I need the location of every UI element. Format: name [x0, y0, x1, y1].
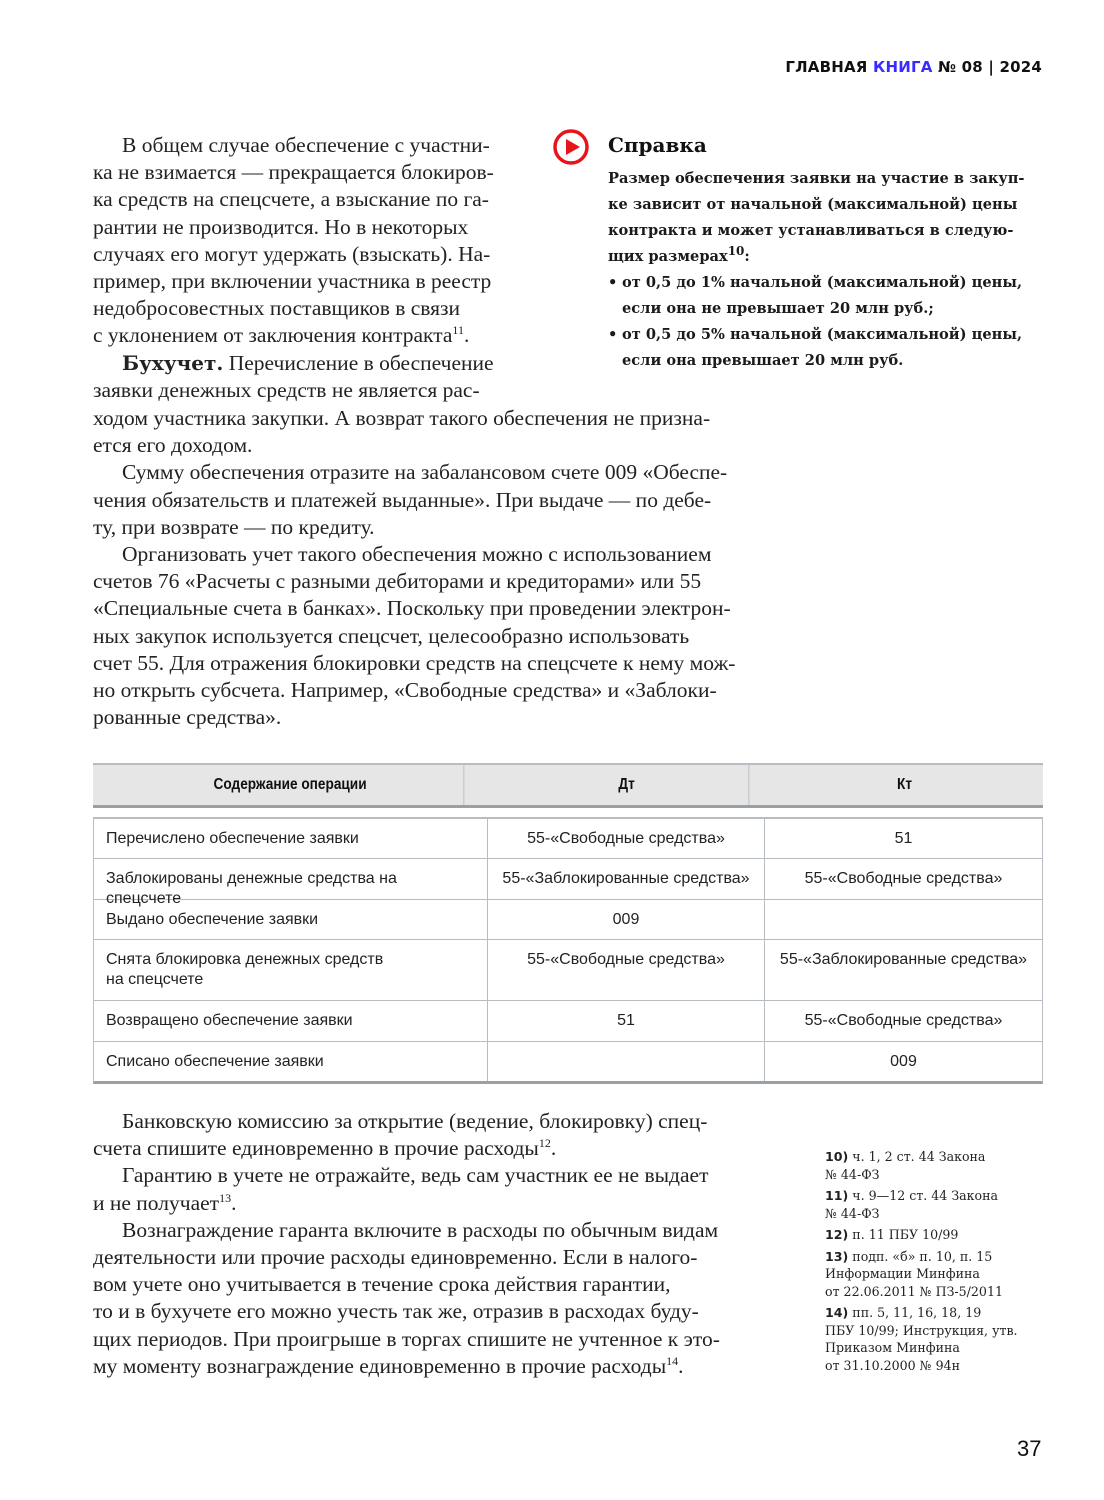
cell-credit: 55-«Свободные средства» — [804, 870, 1003, 887]
text-line: Банковскую комиссию за открытие (ведение, блокировку) спец- — [122, 1109, 708, 1133]
footnote-line: Приказом Минфина — [825, 1340, 960, 1355]
sidebar-intro-line: ке зависит от начальной (максимальной) цены — [608, 196, 1018, 213]
bullet-line: • от 0,5 до 5% начальной (максимальной) цены, — [622, 326, 1023, 343]
text-line: ется его доходом. — [93, 433, 253, 458]
text-line: но открыть субсчета. Например, «Свободные средства» и «Заблоки- — [93, 678, 717, 703]
paragraph-2-continued — [93, 405, 770, 459]
cell-credit: 55-«Свободные средства» — [804, 1012, 1003, 1029]
text-line: деятельности или прочие расходы единовременно. Если в налого- — [93, 1245, 698, 1270]
issue-number: № 08 | 2024 — [937, 58, 1042, 76]
footnote-line: от 31.10.2000 № 94н — [825, 1357, 961, 1373]
sidebar-intro-line: контракта и может устанавливаться в следую- — [608, 222, 1014, 239]
paragraph-4 — [93, 541, 770, 731]
accounting-entries-table — [93, 817, 1043, 1084]
section-label-buhuchet: Бухучет. — [122, 350, 224, 375]
table-row — [94, 940, 1042, 1001]
cell-operation: Возвращено обеспечение заявки — [94, 1001, 488, 1041]
footnote-line: подп. «б» п. 10, п. 15 — [852, 1248, 993, 1264]
footnote-number: 10) — [825, 1149, 849, 1164]
paragraph-5: Банковскую комиссию за открытие (ведение, блокировку) спец- счета спишите единовременно в прочие расходы$^{12}$. — [122, 1108, 770, 1162]
text-line: счет 55. Для отражения блокировки средств на спецсчете к нему мож- — [93, 650, 736, 675]
text-line: случаях его могут удержать (взыскать). На- — [93, 241, 491, 266]
sidebar-body — [608, 166, 1040, 374]
table-row — [94, 859, 1042, 907]
bullet-line: если она не превышает 20 млн руб.; — [622, 300, 934, 317]
text-line: счетов 76 «Расчеты с разными дебиторами и кредиторами» или 55 — [93, 569, 702, 594]
table-header-row — [93, 763, 1043, 808]
footnote-ref[interactable]: 11 — [452, 323, 464, 338]
sidebar-intro-line: Размер обеспечения заявки на участие в закуп- — [608, 170, 1025, 187]
cell-debit — [488, 1042, 765, 1081]
paragraph-3 — [93, 459, 770, 541]
text-line: В общем случае обеспечение с участни- — [122, 133, 490, 157]
table-row — [94, 819, 1042, 859]
cell-line: Снята блокировка денежных средств — [106, 951, 384, 968]
text-line: заявки денежных средств не является рас- — [93, 377, 480, 402]
cell-credit: 009 — [890, 1053, 917, 1070]
text-line: ту, при возврате — по кредиту. — [93, 514, 375, 539]
footnote-line: ч. 1, 2 ст. 44 Закона — [852, 1149, 986, 1164]
bullet-line: • от 0,5 до 1% начальной (максимальной) цены, — [622, 274, 1023, 291]
cell-debit: 55-«Свободные средства» — [488, 940, 765, 1000]
footnote-line: № 44-ФЗ — [825, 1205, 880, 1221]
cell-debit: 51 — [488, 1001, 765, 1041]
footnote-12 — [825, 1226, 1045, 1244]
footnote-line: ПБУ 10/99; Инструкция, утв. — [825, 1322, 1018, 1338]
text-line: недобросовестных поставщиков в связи — [93, 296, 461, 321]
text-line: ходом участника закупки. А возврат такого обеспечения не призна- — [93, 406, 711, 430]
cell-operation: Списано обеспечение заявки — [94, 1042, 488, 1081]
table-row — [94, 1001, 1042, 1042]
cell-debit: 55-«Свободные средства» — [488, 819, 765, 858]
page-number: 37 — [1017, 1436, 1042, 1461]
table-row — [94, 900, 1042, 940]
punctuation: : — [744, 248, 750, 265]
cell-operation: Выдано обеспечение заявки — [94, 900, 488, 939]
footnote-ref[interactable]: 14 — [666, 1353, 679, 1368]
footnote-line: от 22.06.2011 № ПЗ-5/2011 — [825, 1283, 1003, 1299]
table-header-credit: Кт — [896, 776, 913, 793]
footnote-number: 14) — [825, 1305, 849, 1320]
sidebar-bullet-list — [608, 270, 1040, 374]
table-header-debit: Дт — [505, 765, 750, 805]
text-line: ка не взимается — прекращается блокиров- — [93, 160, 494, 185]
cell-operation — [94, 940, 488, 1000]
cell-credit — [765, 900, 1042, 939]
footnote-line: Информации Минфина — [825, 1266, 980, 1281]
magazine-header — [785, 58, 1042, 76]
footnote-ref[interactable]: 12 — [538, 1136, 551, 1151]
left-column — [93, 132, 515, 404]
text-line: Перечисление в обеспечение — [223, 350, 494, 375]
text-line: Вознаграждение гаранта включите в расходы по обычным видам — [122, 1217, 719, 1242]
cell-credit: 51 — [894, 830, 913, 847]
text-line: рантии не производится. Но в некоторых — [93, 214, 469, 239]
after-table-text — [93, 1108, 770, 1380]
cell-operation: Заблокированы денежные средства на спецсчете — [94, 859, 488, 899]
paragraph-6: Гарантию в учете не отражайте, ведь сам участник ее не выдает и не получает$^{13}$. — [122, 1162, 770, 1216]
text-line: счета спишите единовременно в прочие расходы — [93, 1136, 539, 1161]
sidebar-title: Справка — [608, 133, 707, 157]
sidebar-bullet — [608, 270, 1040, 322]
footnote-13 — [825, 1248, 1045, 1301]
text-line: Гарантию в учете не отражайте, ведь сам участник ее не выдает — [122, 1163, 709, 1188]
paragraph-2-start — [93, 350, 515, 404]
text-line: му моменту вознаграждение единовременно в прочие расходы — [93, 1353, 667, 1378]
sidebar-intro-line: щих размерах — [608, 248, 728, 265]
text-line: ных закупок используется спецсчет, целесообразно использовать — [93, 623, 690, 648]
brand-name-part1: ГЛАВНАЯ — [785, 58, 868, 76]
text-line: чения обязательств и платежей выданные». При выдаче — по дебе- — [93, 487, 712, 512]
text-line: рованные средства». — [93, 705, 282, 730]
footnote-number: 12) — [825, 1227, 849, 1242]
footnote-number: 13) — [825, 1248, 849, 1264]
paragraph-7: Вознаграждение гаранта включите в расходы по обычным видам деятельности или прочие расходы единовременно. Если в налого- вом учете оно учитывается в течение срока действия гарантии, то и в бухучете его можно учесть так же, отразив в расходах буду- щих периодов. При проигрыше в торгах спишите не учтенное к это- му моменту вознаграждение единовременно в прочие расходы$^{14}$. — [122, 1217, 770, 1380]
text-line: Сумму обеспечения отразите на забалансовом счете 009 «Обеспе- — [122, 460, 728, 485]
cell-debit: 55-«Заблокированные средства» — [488, 859, 765, 899]
footnote-number: 11) — [825, 1188, 849, 1203]
text-line: щих периодов. При проигрыше в торгах спишите не учтенное к это- — [93, 1326, 720, 1351]
footnote-11 — [825, 1187, 1045, 1222]
text-line: «Специальные счета в банках». Поскольку при проведении электрон- — [93, 596, 731, 621]
footnote-line: п. 11 ПБУ 10/99 — [852, 1227, 959, 1242]
paragraph-1: В общем случае обеспечение с участни- ка не взимается — прекращается блокиров- ка средств на спецсчете, а взыскание по га- рантии не производится. Но в некоторых случаях его могут удержать (взыскать). На- пример, при включении участника в реестр недобросовестных поставщиков в связи с уклонением от заключения контракта$^{11}$. — [93, 133, 494, 348]
text-line: с уклонением от заключения контракта — [93, 323, 453, 348]
footnote-line: пп. 5, 11, 16, 18, 19 — [852, 1305, 982, 1320]
footnote-line: ч. 9—12 ст. 44 Закона — [852, 1188, 999, 1203]
brand-name-part2: КНИГА — [873, 58, 933, 76]
footnote-ref[interactable]: 10 — [727, 244, 745, 259]
cell-debit: 009 — [488, 900, 765, 939]
wide-text-block — [93, 405, 770, 731]
text-line: Организовать учет такого обеспечения можно с использованием — [122, 542, 712, 567]
text-line: ка средств на спецсчете, а взыскание по га- — [93, 187, 489, 212]
table-row — [94, 1042, 1042, 1081]
cell-operation: Перечислено обеспечение заявки — [94, 819, 488, 858]
table-header-operation: Содержание операции — [117, 765, 465, 805]
cell-credit: 55-«Заблокированные средства» — [779, 951, 1028, 968]
footnote-14 — [825, 1304, 1045, 1374]
footnote-10 — [825, 1148, 1045, 1183]
text-line: и не получает — [93, 1190, 220, 1215]
cell-line: на спецсчете — [106, 971, 204, 988]
text-line: вом учете оно учитывается в течение срока действия гарантии, — [93, 1272, 671, 1297]
text-line: пример, при включении участника в реестр — [93, 269, 492, 294]
sidebar-bullet — [608, 322, 1040, 374]
text-line: то и в бухучете его можно учесть так же, отразив в расходах буду- — [93, 1299, 699, 1324]
bullet-line: если она превышает 20 млн руб. — [622, 352, 904, 369]
footnote-ref[interactable]: 13 — [219, 1190, 232, 1205]
footnotes-column — [825, 1148, 1045, 1378]
play-circle-icon — [552, 128, 590, 166]
footnote-line: № 44-ФЗ — [825, 1166, 880, 1182]
